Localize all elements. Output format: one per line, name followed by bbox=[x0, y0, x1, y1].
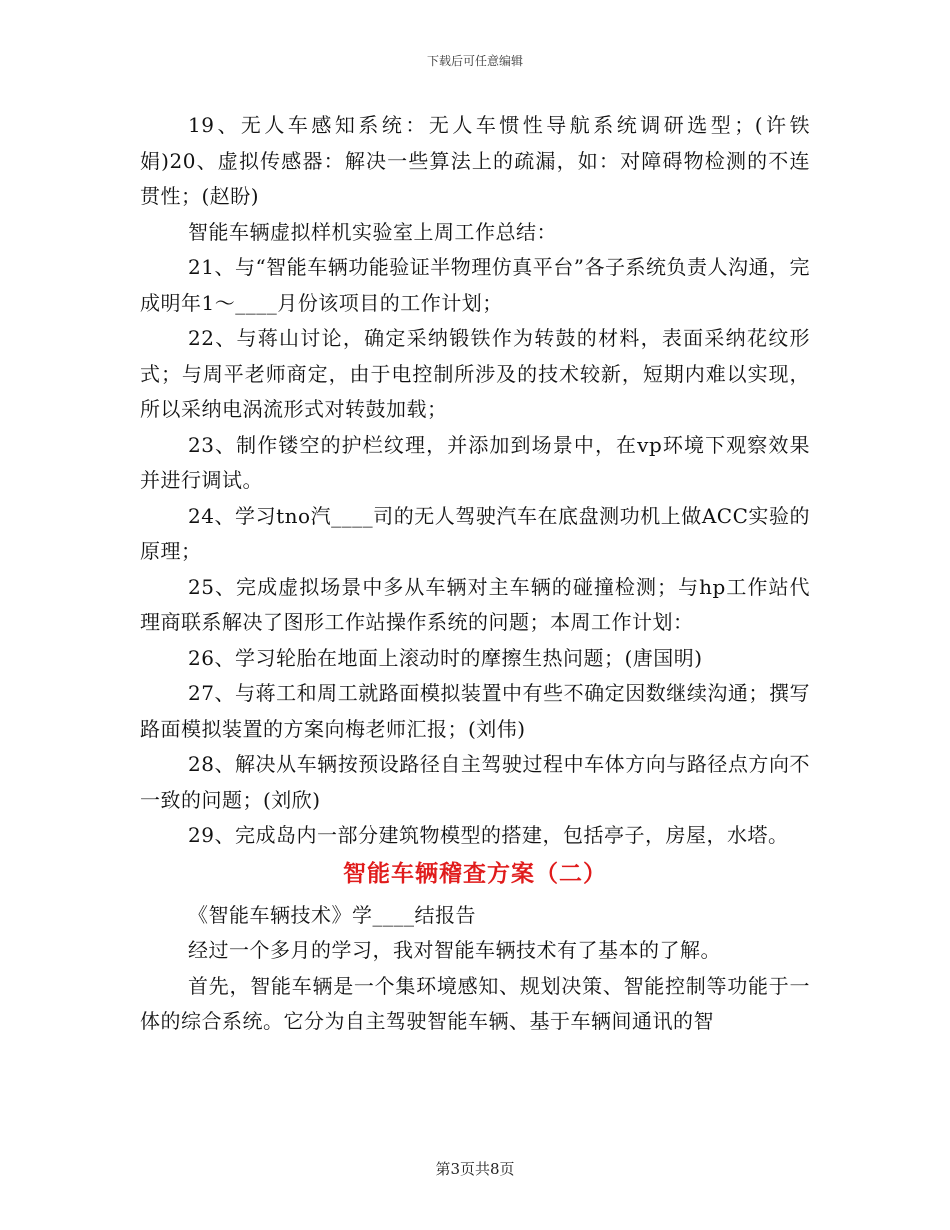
paragraph-27: 27、与蒋工和周工就路面模拟装置中有些不确定因数继续沟通；撰写路面模拟装置的方案向梅老师汇报；(刘伟) bbox=[140, 681, 810, 741]
paragraph-25: 25、完成虚拟场景中多从车辆对主车辆的碰撞检测；与hp工作站代理商联系解决了图形工作站操作系统的问题；本周工作计划： bbox=[140, 574, 810, 634]
paragraph-26: 26、学习轮胎在地面上滚动时的摩擦生热问题；(唐国明) bbox=[188, 645, 703, 670]
paragraph-24: 24、学习tno汽____司的无人驾驶汽车在底盘测功机上做ACC实验的原理； bbox=[140, 503, 810, 563]
paragraph-21: 21、与“智能车辆功能验证半物理仿真平台”各子系统负责人沟通，完成明年1～____月份该项目的工作计划； bbox=[140, 255, 810, 315]
paragraph-29: 29、完成岛内一部分建筑物模型的搭建，包括亭子，房屋，水塔。 bbox=[188, 823, 789, 847]
section-title: 智能车辆稽查方案（二） bbox=[343, 859, 607, 887]
paragraph-23: 23、制作镂空的护栏纹理，并添加到场景中，在vp环境下观察效果并进行调试。 bbox=[140, 432, 810, 492]
paragraph-lab-summary: 智能车辆虚拟样机实验室上周工作总结： bbox=[188, 219, 557, 244]
paragraph-report-title: 《智能车辆技术》学____结报告 bbox=[188, 902, 476, 927]
paragraph-28: 28、解决从车辆按预设路径自主驾驶过程中车体方向与路径点方向不一致的问题；(刘欣) bbox=[140, 752, 810, 812]
page-header: 下载后可任意编辑 bbox=[426, 54, 523, 68]
paragraph-19-20: 19、无人车感知系统：无人车惯性导航系统调研选型；(许铁娟)20、虚拟传感器：解决一些算法上的疏漏，如：对障碍物检测的不连贯性；(赵盼) bbox=[140, 113, 810, 208]
document-body bbox=[140, 108, 810, 1040]
page-number: 第3页共8页 bbox=[435, 1160, 515, 1178]
paragraph-22: 22、与蒋山讨论，确定采纳锻铁作为转鼓的材料，表面采纳花纹形式；与周平老师商定，由于电控制所涉及的技术较新，短期内难以实现，所以采纳电涡流形式对转鼓加载； bbox=[140, 326, 810, 421]
paragraph-intro: 经过一个多月的学习，我对智能车辆技术有了基本的了解。 bbox=[188, 938, 721, 962]
paragraph-first: 首先，智能车辆是一个集环境感知、规划决策、智能控制等功能于一体的综合系统。它分为自主驾驶智能车辆、基于车辆间通讯的智 bbox=[140, 973, 810, 1033]
